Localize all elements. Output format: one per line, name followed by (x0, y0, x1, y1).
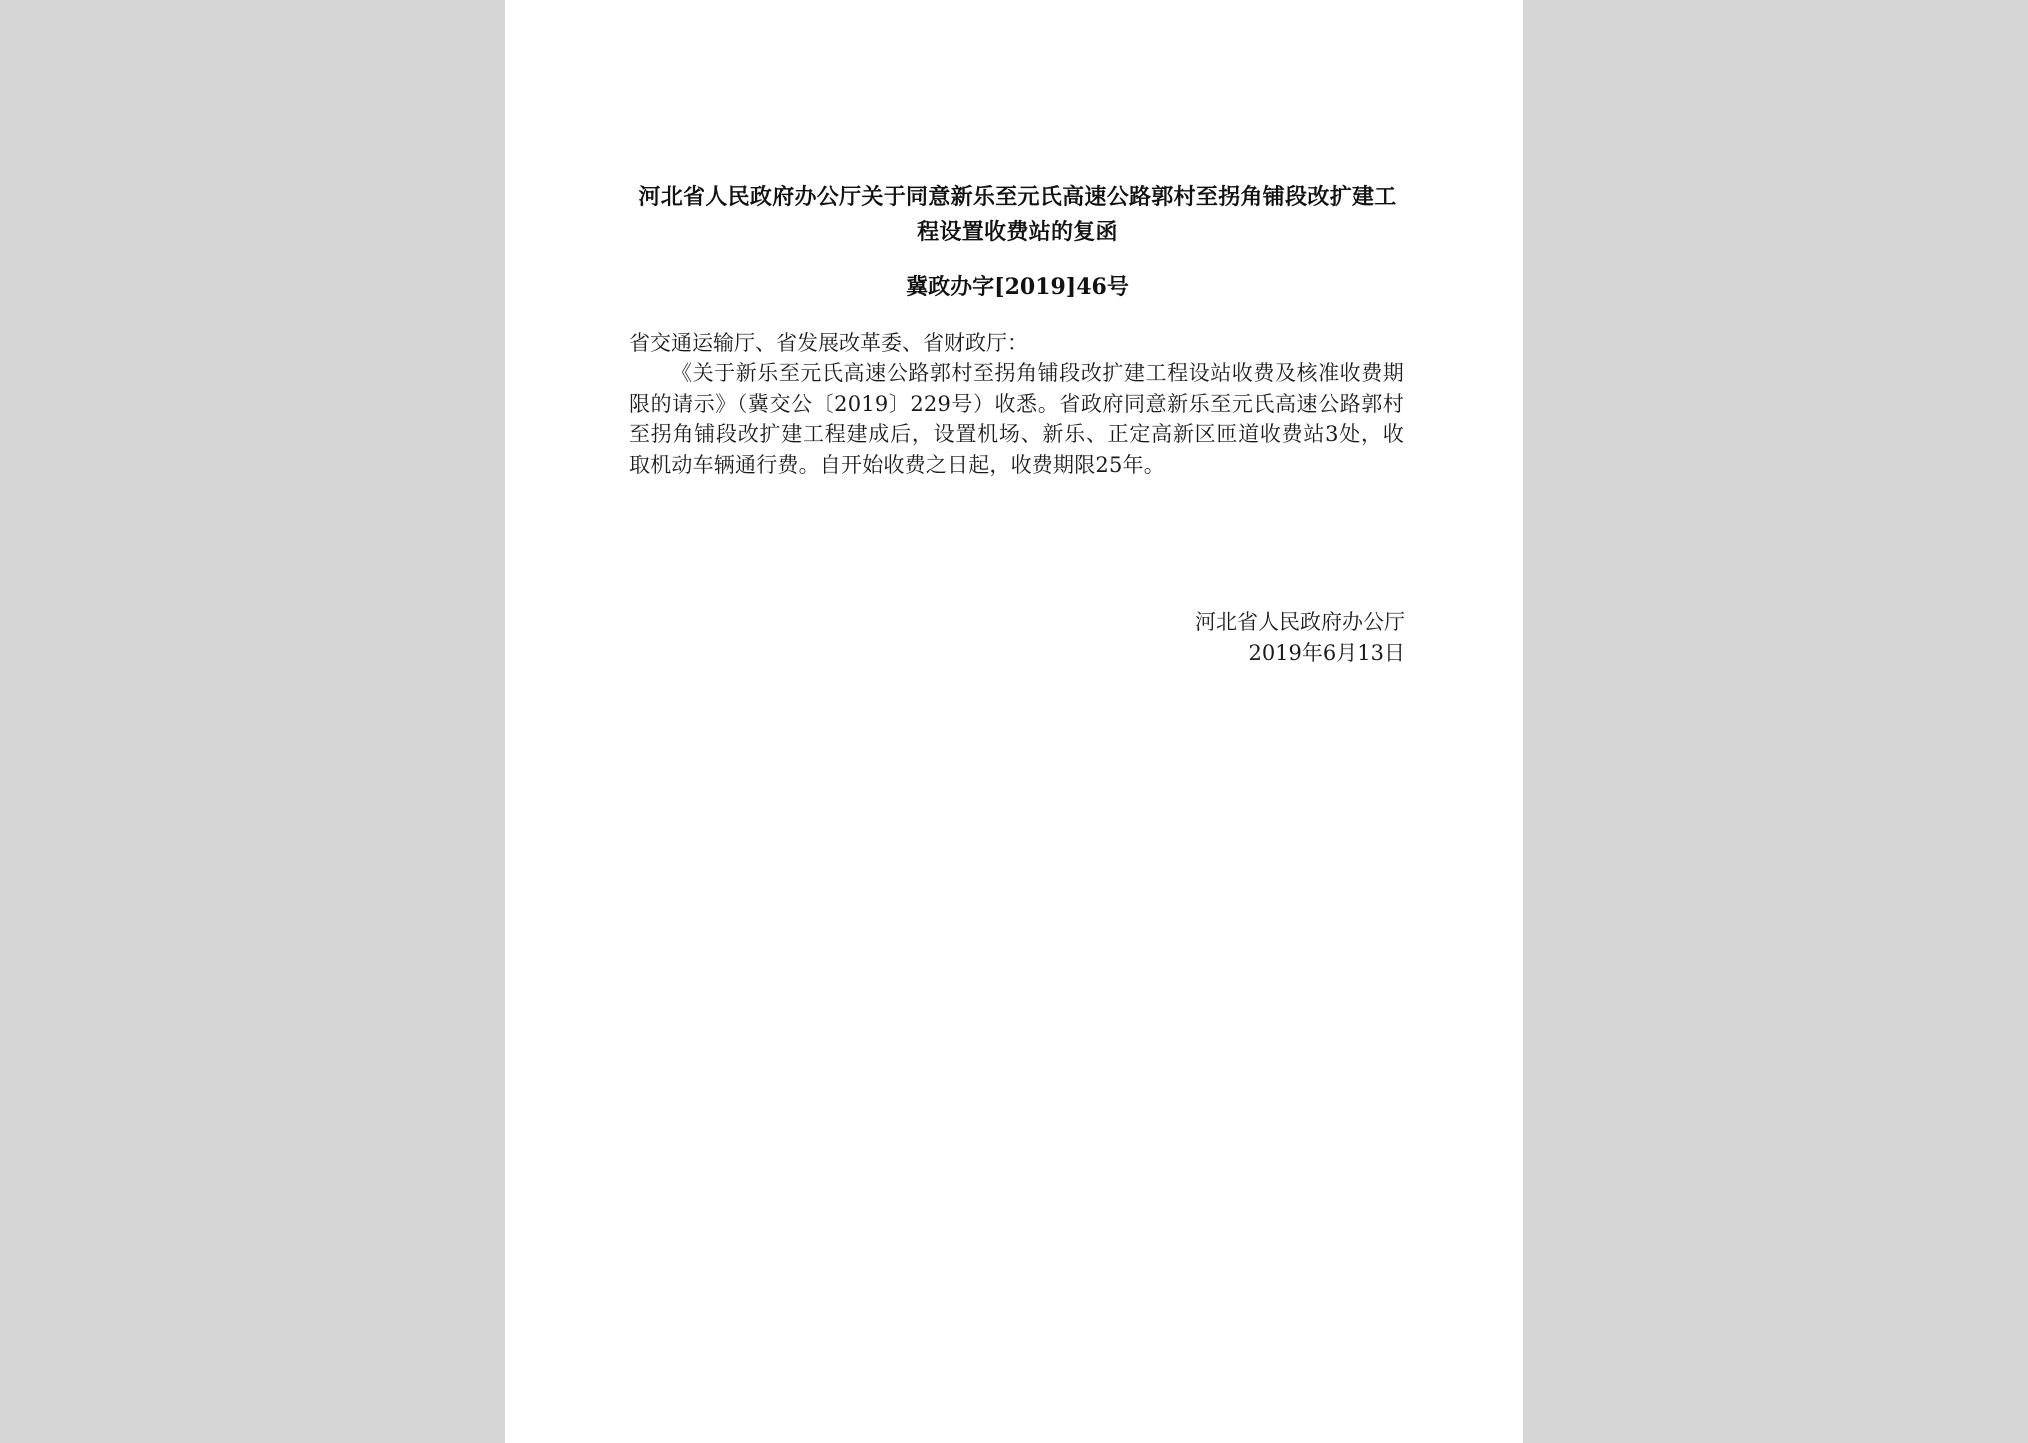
document-title: 河北省人民政府办公厅关于同意新乐至元氏高速公路郭村至拐角铺段改扩建工程设置收费站的复函 (638, 184, 1397, 245)
body-paragraph: 《关于新乐至元氏高速公路郭村至拐角铺段改扩建工程设站收费及核准收费期限的请示》（冀交公〔2019〕229号）收悉。省政府同意新乐至元氏高速公路郭村至拐角铺段改扩建工程建成后，设置机场、新乐、正定高新区匝道收费站3处，收取机动车辆通行费。自开始收费之日起，收费期限25年。 (629, 361, 1404, 477)
issuer-name: 河北省人民政府办公厅 (1195, 610, 1405, 634)
signature-block (1005, 607, 1405, 669)
addressee-line: 省交通运输厅、省发展改革委、省财政厅： (629, 331, 1028, 355)
issue-date: 2019年6月13日 (1248, 641, 1405, 665)
document-page (505, 0, 1523, 1443)
document-number: 冀政办字[2019]46号 (906, 274, 1129, 300)
